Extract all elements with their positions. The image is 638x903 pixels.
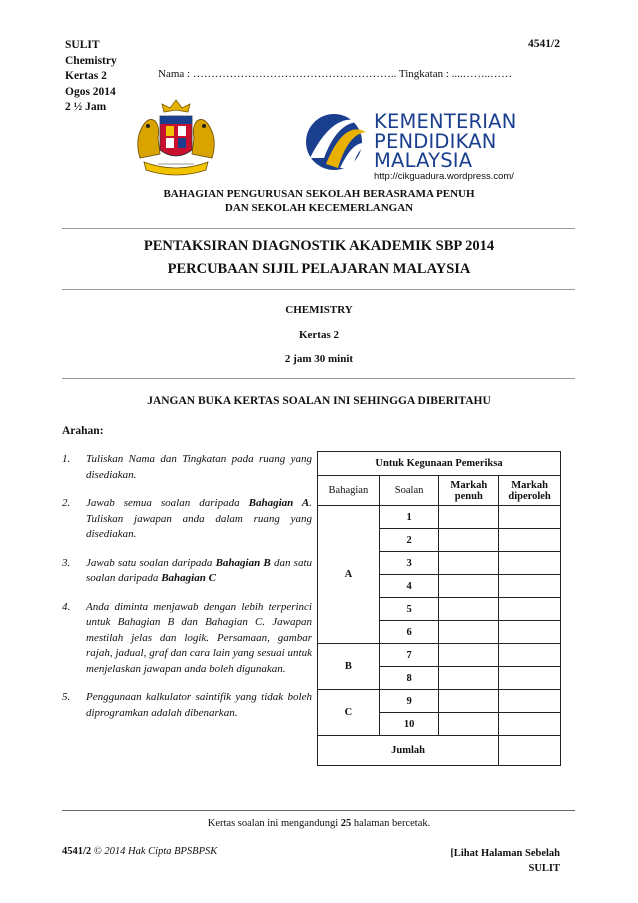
page-count: 25 xyxy=(340,818,352,829)
full-mark-cell xyxy=(439,552,499,575)
page-count-note xyxy=(0,818,638,829)
instruction-number: 5. xyxy=(62,691,71,703)
mark-obtained-cell[interactable] xyxy=(499,552,561,575)
column-header: Markah diperoleh xyxy=(499,476,561,506)
footer-copyright-text: © 2014 Hak Cipta BPSBPSK xyxy=(93,846,218,857)
mark-obtained-cell[interactable] xyxy=(499,529,561,552)
instruction-text: Anda diminta menjawab dengan lebih terperinci untuk Bahagian B dan Bahagian C. Jawapan mestilah jelas dan logik. Persamaan, gambar rajah, jadual, graf dan cara lain yang sesuai untuk menjelaskan jawapan anda boleh digunakan. xyxy=(86,600,312,675)
full-mark-cell xyxy=(439,644,499,667)
instruction-text: Jawab satu soalan daripada xyxy=(86,556,216,569)
instruction-item xyxy=(62,556,312,587)
warning: JANGAN BUKA KERTAS SOALAN INI SEHINGGA DIBERITAHU xyxy=(147,395,491,407)
mark-obtained-cell[interactable] xyxy=(499,667,561,690)
examiner-table-title: Untuk Kegunaan Pemeriksa xyxy=(318,452,561,476)
instruction-number: 4. xyxy=(62,600,71,613)
header-line-duration: 2 ½ Jam xyxy=(65,101,107,113)
paper-number: Kertas 2 xyxy=(298,329,339,341)
instructions-list xyxy=(62,452,312,734)
page-count-text: Kertas soalan ini mengandungi xyxy=(207,818,341,829)
mark-obtained-cell[interactable] xyxy=(499,644,561,667)
paper-code: 4541/2 xyxy=(528,38,560,50)
footer-code: 4541/2 xyxy=(62,846,92,857)
instruction-text: . Tuliskan jawapan anda dalam ruang yang disediakan. xyxy=(86,497,313,540)
question-cell: 7 xyxy=(379,644,439,667)
header-line-sulit: SULIT xyxy=(65,39,100,51)
full-mark-cell xyxy=(439,713,499,736)
instruction-emphasis: Bahagian C xyxy=(161,572,216,584)
page-count-text: halaman bercetak. xyxy=(351,818,431,829)
column-header: Bahagian xyxy=(318,476,380,506)
section-cell: C xyxy=(318,690,380,736)
full-mark-cell xyxy=(439,621,499,644)
question-cell: 10 xyxy=(379,713,439,736)
kpm-line-1: KEMENTERIAN xyxy=(374,110,517,133)
next-page-note: [Lihat Halaman Sebelah xyxy=(450,848,560,859)
header-line-date: Ogos 2014 xyxy=(65,85,116,98)
coat-of-arms-icon xyxy=(130,98,222,178)
mark-obtained-cell[interactable] xyxy=(499,598,561,621)
organisation-line-2: DAN SEKOLAH KECEMERLANGAN xyxy=(224,202,414,214)
name-class-field[interactable]: Nama : ……………………………………………….. Tingkatan : ....……..…… xyxy=(158,68,513,80)
section-cell: A xyxy=(318,506,380,644)
instruction-item xyxy=(62,496,312,543)
full-mark-cell xyxy=(439,575,499,598)
column-header: Soalan xyxy=(379,476,439,506)
total-label: Jumlah xyxy=(318,736,499,766)
divider xyxy=(62,810,575,811)
divider xyxy=(62,289,575,290)
kpm-line-3: MALAYSIA xyxy=(374,149,473,172)
header-line-subject: Chemistry xyxy=(65,54,117,67)
full-mark-cell xyxy=(439,529,499,552)
column-header: Markah penuh xyxy=(439,476,499,506)
kpm-logo xyxy=(304,110,576,184)
instruction-number: 3. xyxy=(62,556,71,569)
instruction-text: Penggunaan kalkulator saintifik yang tidak boleh diprogramkan adalah dibenarkan. xyxy=(86,691,312,719)
mark-obtained-cell[interactable] xyxy=(499,690,561,713)
instruction-item xyxy=(62,600,312,678)
question-cell: 5 xyxy=(379,598,439,621)
exam-title: PENTAKSIRAN DIAGNOSTIK AKADEMIK SBP 2014 xyxy=(143,238,495,254)
kpm-line-2: PENDIDIKAN xyxy=(374,129,497,153)
mark-obtained-cell[interactable] xyxy=(499,575,561,598)
mark-obtained-cell[interactable] xyxy=(499,506,561,529)
instruction-text: Jawab semua soalan daripada xyxy=(86,497,249,509)
total-cell[interactable] xyxy=(499,736,561,766)
divider xyxy=(62,378,575,379)
mark-obtained-cell[interactable] xyxy=(499,713,561,736)
instruction-text: Tuliskan Nama dan Tingkatan pada ruang yang disediakan. xyxy=(86,453,312,481)
organisation-line-1: BAHAGIAN PENGURUSAN SEKOLAH BERASRAMA PENUH xyxy=(163,188,475,200)
exam-subtitle: PERCUBAAN SIJIL PELAJARAN MALAYSIA xyxy=(167,261,471,277)
question-cell: 4 xyxy=(379,575,439,598)
question-cell: 8 xyxy=(379,667,439,690)
instruction-number: 1. xyxy=(62,453,71,465)
kpm-emblem-icon xyxy=(304,112,370,172)
full-mark-cell xyxy=(439,690,499,713)
mark-obtained-cell[interactable] xyxy=(499,621,561,644)
header-line-paper: Kertas 2 xyxy=(65,70,107,82)
divider xyxy=(62,228,575,229)
organisation xyxy=(0,187,638,215)
examiner-table xyxy=(317,451,561,766)
full-mark-cell xyxy=(439,598,499,621)
instruction-emphasis: Bahagian A xyxy=(248,497,310,509)
question-cell: 3 xyxy=(379,552,439,575)
instruction-item xyxy=(62,690,312,721)
full-mark-cell xyxy=(439,506,499,529)
instruction-item xyxy=(62,452,312,483)
footer-sulit: SULIT xyxy=(528,863,560,874)
instruction-emphasis: Bahagian B xyxy=(215,556,271,569)
footer-right xyxy=(450,846,560,876)
question-cell: 1 xyxy=(379,506,439,529)
section-cell: B xyxy=(318,644,380,690)
duration: 2 jam 30 minit xyxy=(284,353,354,365)
instruction-text: dan satu soalan daripada xyxy=(86,556,313,584)
question-cell: 6 xyxy=(379,621,439,644)
question-cell: 9 xyxy=(379,690,439,713)
instruction-number: 2. xyxy=(62,497,71,509)
full-mark-cell xyxy=(439,667,499,690)
question-cell: 2 xyxy=(379,529,439,552)
instructions-heading: Arahan: xyxy=(62,425,104,437)
subject: CHEMISTRY xyxy=(285,304,353,316)
header-meta xyxy=(65,38,117,116)
source-url[interactable]: http://cikguadura.wordpress.com/ xyxy=(374,171,514,182)
footer-copyright xyxy=(62,846,217,857)
